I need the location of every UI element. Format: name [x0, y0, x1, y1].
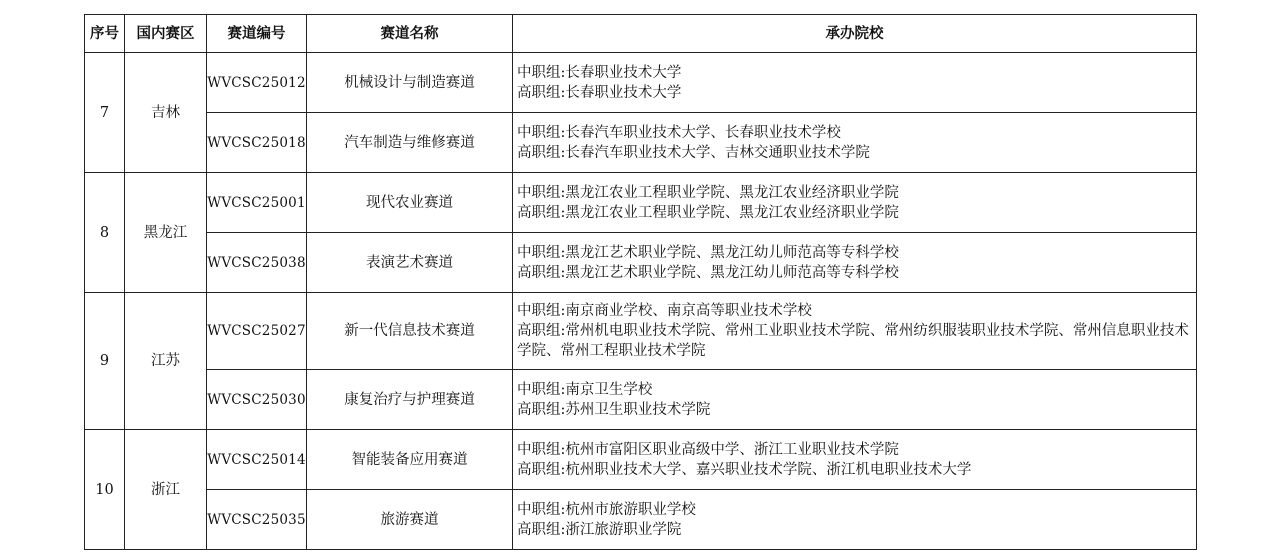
track-code-cell: WVCSC25014: [207, 430, 307, 490]
table-row: [85, 490, 1197, 550]
region-cell: 浙江: [125, 430, 207, 550]
table-row: [85, 430, 1197, 490]
track-name-cell: 旅游赛道: [307, 490, 513, 550]
track-name-cell: 康复治疗与护理赛道: [307, 370, 513, 430]
secondary-group-hosts: 中职组:黑龙江艺术职业学院、黑龙江幼儿师范高等专科学校: [517, 244, 899, 261]
seq-cell: 9: [85, 293, 125, 430]
secondary-group-hosts: 中职组:长春职业技术大学: [517, 64, 682, 81]
higher-group-hosts: 高职组:黑龙江艺术职业学院、黑龙江幼儿师范高等专科学校: [517, 264, 899, 281]
region-cell: 江苏: [125, 293, 207, 430]
track-name-cell: 汽车制造与维修赛道: [307, 113, 513, 173]
secondary-group-hosts: 中职组:南京卫生学校: [517, 381, 653, 398]
host-schools-cell: [513, 430, 1197, 490]
secondary-group-hosts: 中职组:杭州市旅游职业学校: [517, 501, 696, 518]
track-name-cell: 智能装备应用赛道: [307, 430, 513, 490]
venue-table: [84, 14, 1197, 550]
host-schools-cell: [513, 233, 1197, 293]
seq-cell: 10: [85, 430, 125, 550]
host-schools-cell: [513, 113, 1197, 173]
higher-group-hosts: 高职组:杭州职业技术大学、嘉兴职业技术学院、浙江机电职业技术大学: [517, 461, 972, 478]
region-cell: 黑龙江: [125, 173, 207, 293]
track-code-cell: WVCSC25035: [207, 490, 307, 550]
header-region: 国内赛区: [125, 15, 207, 53]
host-schools-cell: [513, 293, 1197, 370]
track-name-cell: 新一代信息技术赛道: [307, 293, 513, 370]
track-code-cell: WVCSC25001: [207, 173, 307, 233]
seq-cell: 8: [85, 173, 125, 293]
table-row: [85, 53, 1197, 113]
seq-cell: 7: [85, 53, 125, 173]
table-row: [85, 233, 1197, 293]
higher-group-hosts: 高职组:苏州卫生职业技术学院: [517, 401, 711, 418]
table-row: [85, 370, 1197, 430]
table-row: [85, 173, 1197, 233]
host-schools-cell: [513, 490, 1197, 550]
host-schools-cell: [513, 370, 1197, 430]
region-cell: 吉林: [125, 53, 207, 173]
higher-group-hosts: 高职组:浙江旅游职业学院: [517, 521, 682, 538]
header-row: [85, 15, 1197, 53]
header-track-code: 赛道编号: [207, 15, 307, 53]
secondary-group-hosts: 中职组:长春汽车职业技术大学、长春职业技术学校: [517, 124, 841, 141]
higher-group-hosts: 高职组:长春职业技术大学: [517, 84, 682, 101]
table-row: [85, 293, 1197, 370]
track-name-cell: 表演艺术赛道: [307, 233, 513, 293]
header-track-name: 赛道名称: [307, 15, 513, 53]
secondary-group-hosts: 中职组:南京商业学校、南京高等职业技术学校: [517, 303, 812, 319]
host-schools-cell: [513, 53, 1197, 113]
track-code-cell: WVCSC25012: [207, 53, 307, 113]
track-code-cell: WVCSC25038: [207, 233, 307, 293]
track-name-cell: 现代农业赛道: [307, 173, 513, 233]
higher-group-hosts: 高职组:长春汽车职业技术大学、吉林交通职业技术学院: [517, 144, 870, 161]
track-code-cell: WVCSC25018: [207, 113, 307, 173]
higher-group-hosts: 高职组:黑龙江农业工程职业学院、黑龙江农业经济职业学院: [517, 204, 899, 221]
secondary-group-hosts: 中职组:黑龙江农业工程职业学院、黑龙江农业经济职业学院: [517, 184, 899, 201]
secondary-group-hosts: 中职组:杭州市富阳区职业高级中学、浙江工业职业技术学院: [517, 441, 899, 458]
header-seq: 序号: [85, 15, 125, 53]
track-code-cell: WVCSC25030: [207, 370, 307, 430]
higher-group-hosts: 高职组:常州机电职业技术学院、常州工业职业技术学院、常州纺织服装职业技术学院、常州信息职业技术学院、常州工程职业技术学院: [517, 323, 1189, 359]
table-row: [85, 113, 1197, 173]
host-schools-cell: [513, 173, 1197, 233]
track-name-cell: 机械设计与制造赛道: [307, 53, 513, 113]
header-host-schools: 承办院校: [513, 15, 1197, 53]
track-code-cell: WVCSC25027: [207, 293, 307, 370]
